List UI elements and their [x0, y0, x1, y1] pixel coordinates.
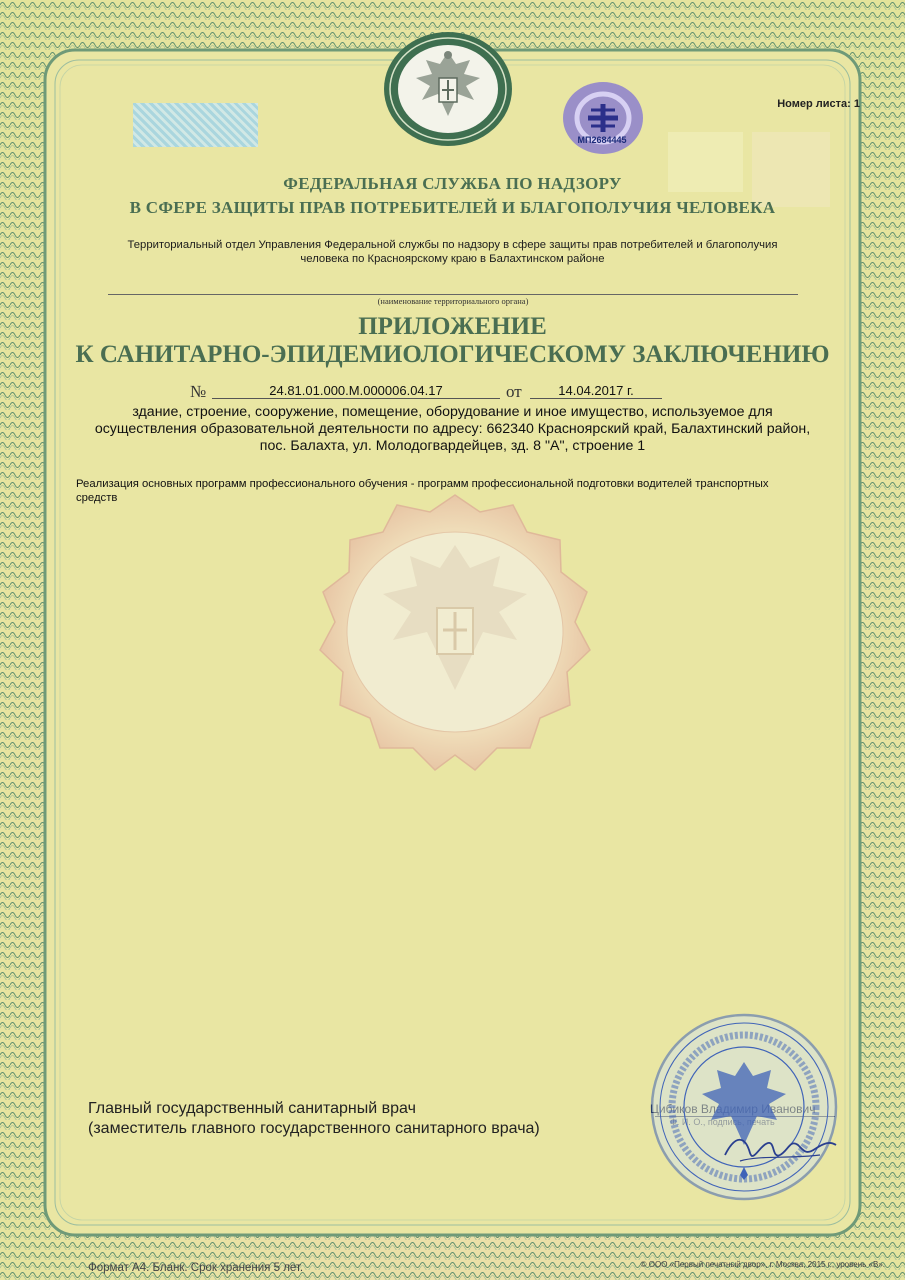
doctor-position-line2: (заместитель главного государственного санитарного врача) — [88, 1120, 540, 1137]
number-label: № — [190, 382, 207, 401]
certification-code: МП2684445 — [577, 135, 627, 145]
hologram-strip — [133, 103, 258, 147]
object-description — [62, 404, 843, 455]
agency-name-line2: В СФЕРЕ ЗАЩИТЫ ПРАВ ПОТРЕБИТЕЛЕЙ И БЛАГОПОЛУЧИЯ ЧЕЛОВЕКА — [129, 198, 776, 217]
object-description-line3: пос. Балахта, ул. Молодогвардейцев, зд. 8 "А", строение 1 — [259, 438, 646, 454]
object-description-line1: здание, строение, сооружение, помещение, оборудование и иное имущество, используемое для — [132, 404, 773, 420]
conclusion-date: 14.04.2017 г. — [558, 383, 634, 398]
document-title-line1: ПРИЛОЖЕНИЕ — [358, 313, 547, 340]
center-emblem-icon — [285, 490, 625, 775]
watermark-right — [752, 132, 830, 207]
document-title-line2: К САНИТАРНО-ЭПИДЕМИОЛОГИЧЕСКОМУ ЗАКЛЮЧЕНИЮ — [75, 341, 830, 368]
territorial-body-line1: Территориальный отдел Управления Федеральной службы по надзору в сфере защиты прав потребителей и благополучия — [127, 239, 778, 251]
agency-name-line1: ФЕДЕРАЛЬНАЯ СЛУЖБА ПО НАДЗОРУ — [283, 174, 622, 193]
date-underline — [530, 398, 662, 399]
certification-mark-icon — [558, 80, 648, 160]
official-seal-stamp — [647, 1010, 842, 1205]
object-description-line2: осуществления образовательной деятельности по адресу: 662340 Красноярский край, Балахтинский район, — [94, 421, 811, 437]
activity-line2: средств — [76, 491, 118, 504]
handwritten-signature — [720, 1125, 840, 1170]
territorial-body-caption: (наименование территориального органа) — [377, 296, 529, 306]
number-underline — [212, 398, 500, 399]
divider — [108, 294, 798, 295]
territorial-body-line2: человека по Красноярскому краю в Балахтинском районе — [300, 253, 605, 265]
sheet-number: Номер листа: 1 — [777, 98, 860, 110]
territorial-body — [95, 238, 810, 266]
top-emblem-icon — [382, 30, 514, 148]
printer-note: © ООО «Первый печатный двор», г. Москва, 2015 г., уровень «В». — [640, 1260, 885, 1269]
conclusion-number: 24.81.01.000.М.000006.04.17 — [269, 383, 443, 398]
format-note: Формат А4. Бланк. Срок хранения 5 лет. — [88, 1262, 304, 1274]
doctor-position-line1: Главный государственный санитарный врач — [88, 1100, 416, 1117]
date-label: от — [506, 382, 522, 401]
activity-line1: Реализация основных программ профессионального обучения - программ профессиональной подготовки водителей транспортных — [76, 478, 769, 490]
